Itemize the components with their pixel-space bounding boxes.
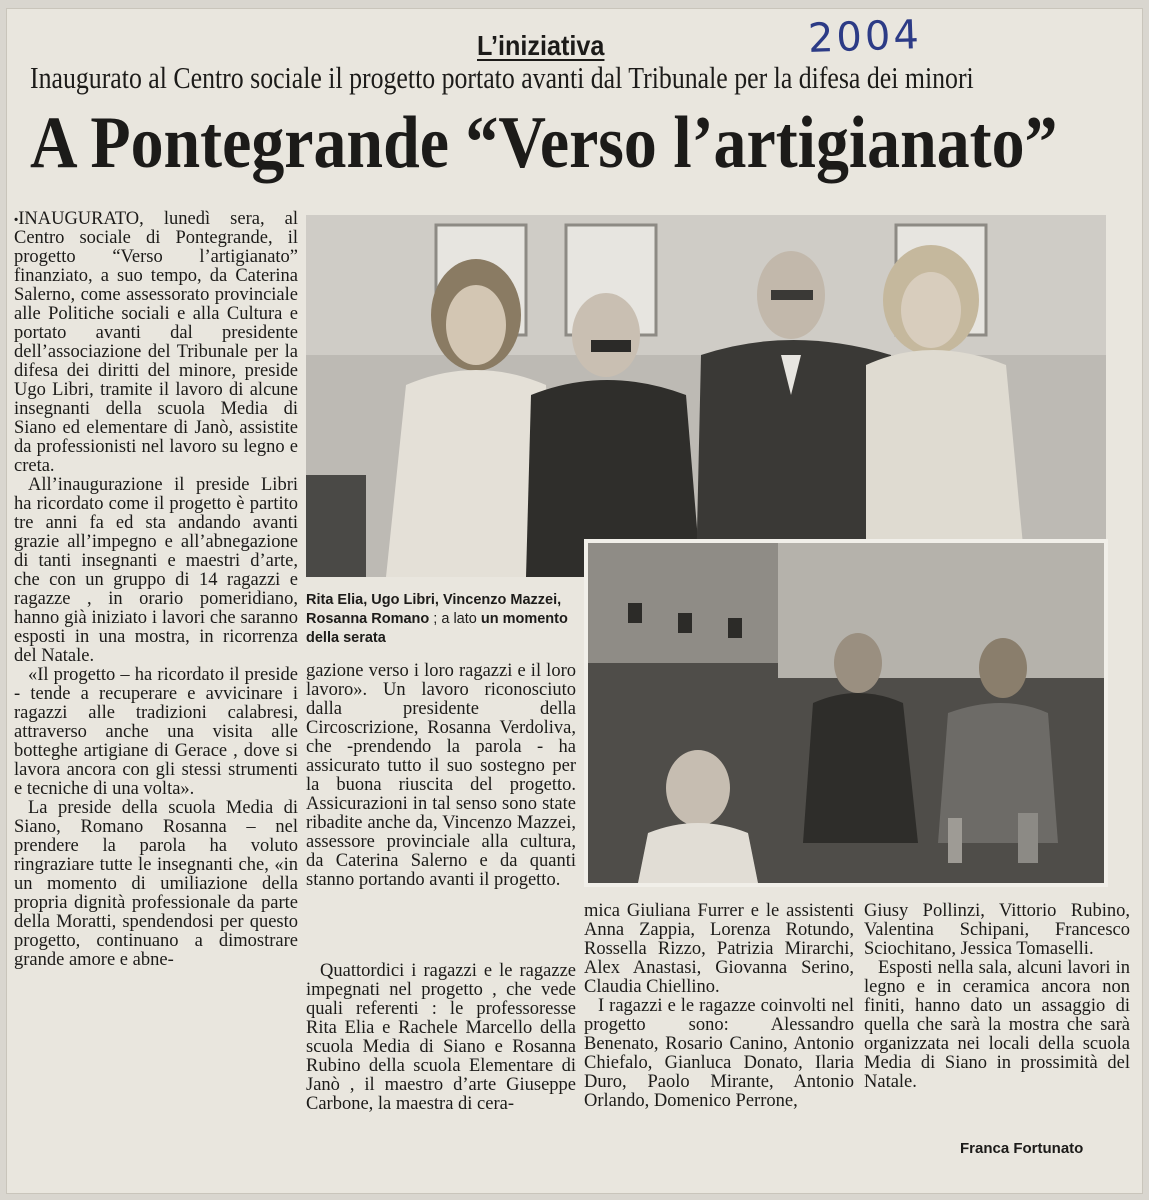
- byline: Franca Fortunato: [960, 1140, 1084, 1157]
- article-paragraph: All’inaugurazione il preside Libri ha ricordato come il progetto è partito tre anni fa ed sta andando avanti grazie all’impegno e all’abnegazione di tanti insegnanti e maestri d’arte, che con un gruppo di 14 ragazzi e ragazze , in orario pomeridiano, hanno già iniziato i lavori che saranno esposti in una mostra, in ricorrenza del Natale.: [14, 475, 298, 667]
- article-column-2-bottom: [306, 962, 576, 1182]
- group-photo-image: [306, 215, 1106, 577]
- caption-separator: ; a lato: [429, 611, 481, 627]
- section-kicker: L’iniziativa: [477, 30, 605, 61]
- article-paragraph: Giusy Pollinzi, Vittorio Rubino, Valentina Schipani, Francesco Sciochitano, Jessica Tomaselli.: [864, 901, 1130, 959]
- group-photo: [306, 215, 1106, 577]
- headline: A Pontegrande “Verso l’artigianato”: [30, 102, 1058, 184]
- evening-photo-image: [588, 543, 1104, 883]
- article-column-1: [14, 210, 298, 1180]
- caption-rest: un momento della serata: [306, 611, 568, 646]
- article-column-3: [584, 902, 854, 1182]
- bullet-icon: •: [14, 212, 19, 227]
- photo-caption: [306, 591, 576, 648]
- lead-word: INAUGURATO: [18, 209, 140, 229]
- subheadline: Inaugurato al Centro sociale il progetto portato avanti dal Tribunale per la difesa dei minori: [30, 60, 974, 95]
- article-paragraph: gazione verso i loro ragazzi e il loro lavoro». Un lavoro riconosciuto dalla presidente della Circoscrizione, Rosanna Verdoliva, che -prendendo la parola - ha assicurato tutto il suo sostegno per la buona riuscita del progetto. Assicurazioni in tal senso sono state ribadite anche da, Vincenzo Mazzei, assessore provinciale alla cultura, da Caterina Salerno e da quanti stanno portando avanti il progetto.: [306, 661, 576, 890]
- article-paragraph: mica Giuliana Furrer e le assistenti Anna Zappia, Lorenza Rotundo, Rossella Rizzo, Patrizia Mirarchi, Alex Anastasi, Giovanna Serino, Claudia Chiellino.: [584, 901, 854, 997]
- article-paragraph: La preside della scuola Media di Siano, Romano Rosanna – nel prendere la parola ha voluto ringraziare tutte le insegnanti che, «in un momento di umiliazione della propria dignità professionale da parte della Moratti, spendendosi per questo progetto, continuano a dimostrare grande amore e abne-: [14, 798, 298, 971]
- article-paragraph: •INAUGURATO, lunedì sera, al Centro sociale di Pontegrande, il progetto “Verso l’artigianato” finanziato, a suo tempo, da Caterina Salerno, come assessorato provinciale alle Politiche sociali e alla Cultura e portato avanti dal presidente dell’associazione del Tribunale per la difesa dei diritti del minore, preside Ugo Libri, tramite il lavoro di alcune insegnanti della scuola Media di Siano ed elementare di Janò, assistite da professionisti nel lavoro su legno e creta.: [14, 209, 298, 477]
- article-column-2: [306, 662, 576, 962]
- article-paragraph: I ragazzi e le ragazze coinvolti nel progetto sono: Alessandro Benenato, Rosario Canino, Antonio Chiefalo, Gianluca Donato, Ilaria Duro, Paolo Mirante, Antonio Orlando, Domenico Perrone,: [584, 996, 854, 1111]
- caption-names: Rita Elia, Ugo Libri, Vincenzo Mazzei, Rosanna Romano: [306, 592, 562, 627]
- handwritten-year: 2004: [807, 12, 923, 62]
- article-paragraph: Quattordici i ragazzi e le ragazze impegnati nel progetto , che vede quali referenti : le professoresse Rita Elia e Rachele Marcello della scuola Media di Siano e Rosanna Rubino della scuola Elementare di Janò , il maestro d’arte Giuseppe Carbone, la maestra di cera-: [306, 961, 576, 1114]
- article-paragraph: Esposti nella sala, alcuni lavori in legno e in ceramica ancora non finiti, hanno dato un assaggio di quella che sarà la mostra che sarà organizzata nei locali della scuola Media di Siano in prossimità del Natale.: [864, 958, 1130, 1092]
- evening-photo: [584, 539, 1108, 887]
- article-paragraph: «Il progetto – ha ricordato il preside - tende a recuperare e avvicinare i ragazzi alle tradizioni calabresi, attraverso anche una visita alle botteghe artigiane di Gerace , dove si lavora ancora con gli stessi strumenti e tecniche di una volta».: [14, 665, 298, 800]
